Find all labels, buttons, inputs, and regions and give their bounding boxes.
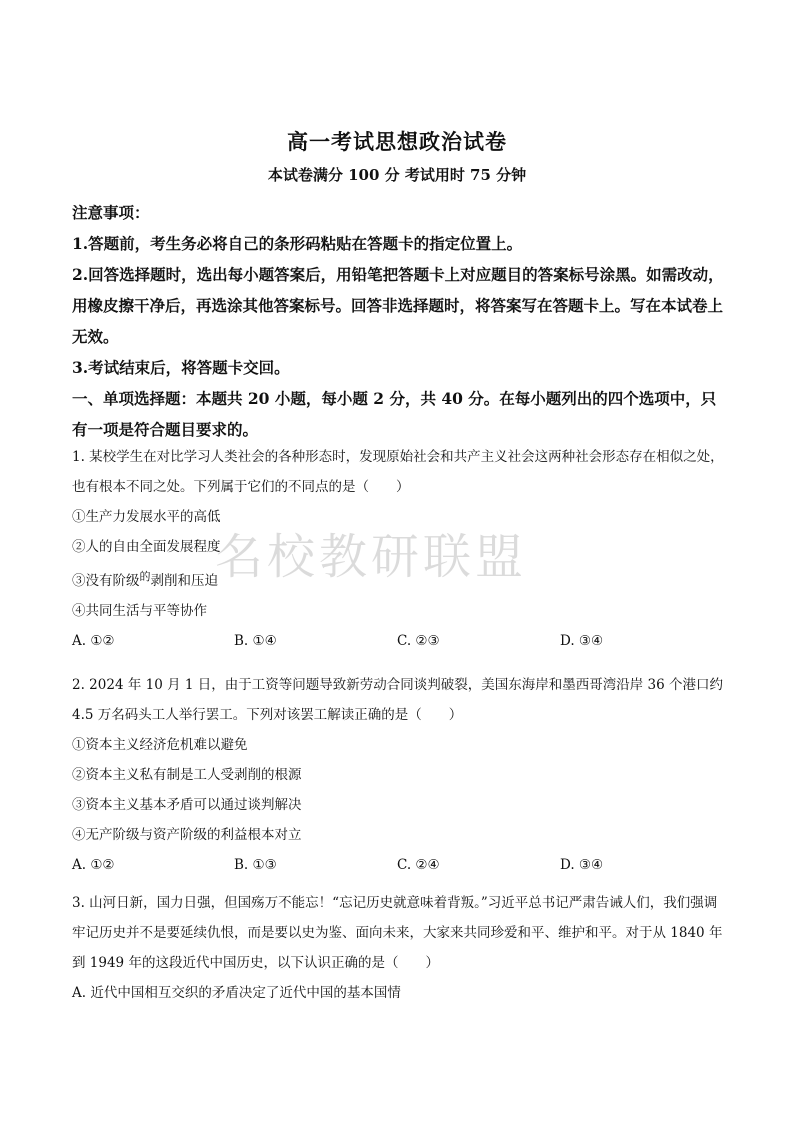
answer-options (72, 850, 724, 880)
statement: ③没有阶级$^的$剥削和压迫 (72, 570, 218, 589)
option-c: C. ②④ (397, 857, 440, 873)
note-item: 3.考试结束后，将答题卡交回。 (72, 358, 290, 377)
option-b: B. ①④ (234, 633, 277, 649)
option-a: A. ①② (72, 857, 115, 873)
option-d: D. ③④ (560, 633, 604, 649)
option-c: C. ②③ (397, 633, 440, 649)
question-stem: 1. 某校学生在对比学习人类社会的各种形态时，发现原始社会和共产主义社会这两种社会形态存在相似之处，也有根本不同之处。下列属于它们的不同点的是（ ） (72, 449, 724, 495)
watermark-text: 名校教研联盟 (215, 529, 528, 585)
statement: ①资本主义经济危机难以避免 (72, 737, 248, 753)
statement: ②人的自由全面发展程度 (72, 539, 221, 555)
question-stem: 2. 2024 年 10 月 1 日，由于工资等问题导致新劳动合同谈判破裂，美国东海岸和墨西哥湾沿岸 36 个港口约 4.5 万名码头工人举行罢工。下列对该罢工解读正确的是（ ） (72, 677, 724, 723)
statement: ③资本主义基本矛盾可以通过谈判解决 (72, 797, 302, 813)
statement: ②资本主义私有制是工人受剥削的根源 (72, 767, 302, 783)
note-item: 1.答题前，考生务必将自己的条形码粘贴在答题卡的指定位置上。 (72, 234, 523, 253)
statement: ④无产阶级与资产阶级的利益根本对立 (72, 827, 302, 843)
statement: ④共同生活与平等协作 (72, 603, 207, 619)
answer-options (72, 626, 724, 656)
note-item: 2.回答选择题时，选出每小题答案后，用铅笔把答题卡上对应题目的答案标号涂黑。如需改动，用橡皮擦干净后，再选涂其他答案标号。回答非选择题时，将答案写在答题卡上。写在本试卷上无效。 (72, 265, 724, 346)
section-heading: 一、单项选择题：本题共 20 小题，每小题 2 分，共 40 分。在每小题列出的四个选项中，只有一项是符合题目要求的。 (72, 389, 717, 439)
question-2 (72, 670, 724, 880)
option-b: B. ①③ (234, 857, 277, 873)
statement: ①生产力发展水平的高低 (72, 509, 221, 525)
question-stem: 3. 山河日新，国力日强，但国殇万不能忘！“忘记历史就意味着背叛。”习近平总书记严肃告诫人们，我们强调牢记历史并不是要延续仇恨，而是要以史为鉴、面向未来，大家来共同珍爱和平、维护和平。对于从 1840 年到 1949 年的这段近代中国历史，以下认识正确的是（ ） (72, 895, 723, 971)
option-a: A. ①② (72, 633, 115, 649)
option-a: A. 近代中国相互交织的矛盾决定了近代中国的基本国情 (72, 985, 401, 1001)
option-d: D. ③④ (560, 857, 604, 873)
page-title: 高一考试思想政治试卷 (287, 129, 507, 154)
question-3 (72, 888, 724, 1008)
notes-heading: 注意事项： (72, 203, 150, 222)
page-subtitle: 本试卷满分 100 分 考试用时 75 分钟 (267, 166, 527, 184)
exam-notes (72, 197, 724, 445)
